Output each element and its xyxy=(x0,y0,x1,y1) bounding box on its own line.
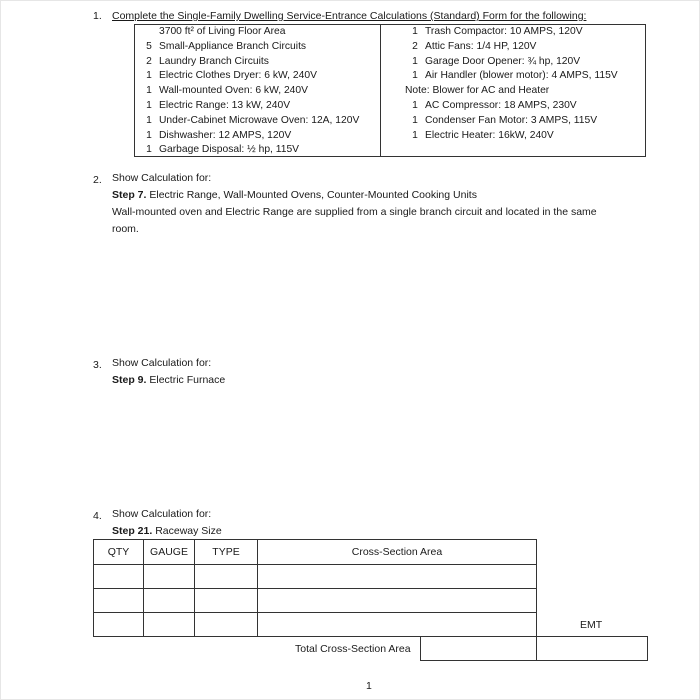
list-item xyxy=(139,84,359,99)
list-item xyxy=(139,114,359,129)
qty-cell[interactable] xyxy=(94,613,144,637)
item-qty xyxy=(139,25,159,40)
q1-right-column xyxy=(405,25,618,143)
q3-step-label: Step 9. xyxy=(112,374,147,386)
item-qty: 2 xyxy=(412,40,418,52)
item-text: Attic Fans: 1/4 HP, 120V xyxy=(425,40,537,52)
q1-table-divider xyxy=(380,25,381,156)
list-item xyxy=(139,143,359,158)
q2-step xyxy=(112,187,597,204)
header-cross-section-area: Cross-Section Area xyxy=(258,540,537,565)
item-text: Laundry Branch Circuits xyxy=(159,55,269,67)
q2-note-line2: room. xyxy=(112,223,139,235)
item-text: Condenser Fan Motor: 3 AMPS, 115V xyxy=(425,114,598,126)
q4-number: 4. xyxy=(93,510,102,522)
table-row xyxy=(94,613,537,637)
item-text: AC Compressor: 18 AMPS, 230V xyxy=(425,99,577,111)
q2-intro: Show Calculation for: xyxy=(112,172,212,184)
qty-cell[interactable] xyxy=(94,565,144,589)
item-qty: 1 xyxy=(412,26,418,37)
header-qty: QTY xyxy=(94,540,144,565)
item-text: Note: Blower for AC and Heater xyxy=(405,85,550,97)
q4-step-text: Raceway Size xyxy=(152,525,222,537)
header-type: TYPE xyxy=(195,540,258,565)
list-item xyxy=(405,55,618,70)
area-cell[interactable] xyxy=(258,613,537,637)
table-row xyxy=(94,589,537,613)
q3-step-text: Electric Furnace xyxy=(146,374,226,386)
list-item xyxy=(139,99,359,114)
list-item xyxy=(405,129,618,144)
raceway-header-row xyxy=(94,540,537,565)
q1-left-column xyxy=(139,25,359,158)
q1-items-table xyxy=(134,24,646,157)
q2-body xyxy=(112,170,597,238)
item-text: Electric Range: 13 kW, 240V xyxy=(159,99,291,111)
item-text: Electric Clothes Dryer: 6 kW, 240V xyxy=(159,70,317,82)
item-text: Air Handler (blower motor): 4 AMPS, 115V xyxy=(425,70,618,82)
list-item xyxy=(405,114,618,129)
q4-intro: Show Calculation for: xyxy=(112,508,212,520)
gauge-cell[interactable] xyxy=(144,589,195,613)
item-qty: 1 xyxy=(146,70,152,82)
item-qty: 1 xyxy=(412,70,418,82)
q1-number: 1. xyxy=(93,10,102,22)
qty-cell[interactable] xyxy=(94,589,144,613)
item-text: Under-Cabinet Microwave Oven: 12A, 120V xyxy=(159,114,360,126)
page-number: 1 xyxy=(366,680,372,692)
header-gauge: GAUGE xyxy=(144,540,195,565)
list-item xyxy=(139,69,359,84)
gauge-cell[interactable] xyxy=(144,565,195,589)
item-text: Small-Appliance Branch Circuits xyxy=(159,40,307,52)
q3-body xyxy=(112,355,225,389)
item-qty: 1 xyxy=(412,129,418,141)
list-item xyxy=(405,25,618,40)
item-text: Garage Door Opener: ¾ hp, 120V xyxy=(425,55,581,67)
q4-step xyxy=(112,523,222,540)
list-item xyxy=(405,84,618,99)
q2-note-line1: Wall-mounted oven and Electric Range are supplied from a single branch circuit and located in the same xyxy=(112,206,597,218)
total-area-table xyxy=(420,636,648,661)
total-area-cell[interactable] xyxy=(421,637,537,661)
item-qty: 1 xyxy=(412,114,418,126)
item-qty: 1 xyxy=(146,129,152,141)
q2-step-text: Electric Range, Wall-Mounted Ovens, Counter-Mounted Cooking Units xyxy=(146,189,477,201)
item-text: 3700 ft² of Living Floor Area xyxy=(159,26,286,37)
item-text: Wall-mounted Oven: 6 kW, 240V xyxy=(159,85,308,97)
q4-step-label: Step 21. xyxy=(112,525,153,537)
emt-label: EMT xyxy=(580,619,603,631)
q3-step xyxy=(112,372,225,389)
raceway-table xyxy=(93,539,537,637)
area-cell[interactable] xyxy=(258,589,537,613)
area-cell[interactable] xyxy=(258,565,537,589)
type-cell[interactable] xyxy=(195,589,258,613)
table-row xyxy=(94,565,537,589)
q1-heading: Complete the Single-Family Dwelling Service-Entrance Calculations (Standard) Form for the following: xyxy=(112,10,587,22)
item-text: Trash Compactor: 10 AMPS, 120V xyxy=(425,26,583,37)
item-qty: 1 xyxy=(146,99,152,111)
list-item xyxy=(139,40,359,55)
item-text: Electric Heater: 16kW, 240V xyxy=(425,129,554,141)
list-item xyxy=(405,69,618,84)
list-item xyxy=(405,40,618,55)
item-qty: 1 xyxy=(146,144,152,156)
q2-step-label: Step 7. xyxy=(112,189,147,201)
list-item xyxy=(139,25,359,40)
item-qty: 1 xyxy=(412,55,418,67)
q3-intro: Show Calculation for: xyxy=(112,357,212,369)
total-cross-section-label: Total Cross-Section Area xyxy=(295,643,411,655)
item-text: Dishwasher: 12 AMPS, 120V xyxy=(159,129,292,141)
list-item xyxy=(405,99,618,114)
gauge-cell[interactable] xyxy=(144,613,195,637)
q2-number: 2. xyxy=(93,174,102,186)
type-cell[interactable] xyxy=(195,613,258,637)
item-text: Garbage Disposal: ½ hp, 115V xyxy=(159,144,300,156)
total-row xyxy=(421,637,648,661)
item-qty: 1 xyxy=(146,114,152,126)
item-qty: 2 xyxy=(146,55,152,67)
item-qty: 5 xyxy=(146,40,152,52)
item-qty: 1 xyxy=(146,85,152,97)
q4-body xyxy=(112,506,222,540)
list-item xyxy=(139,129,359,144)
item-qty: 1 xyxy=(412,99,418,111)
type-cell[interactable] xyxy=(195,565,258,589)
list-item xyxy=(139,55,359,70)
q3-number: 3. xyxy=(93,359,102,371)
emt-area-cell[interactable] xyxy=(537,637,648,661)
